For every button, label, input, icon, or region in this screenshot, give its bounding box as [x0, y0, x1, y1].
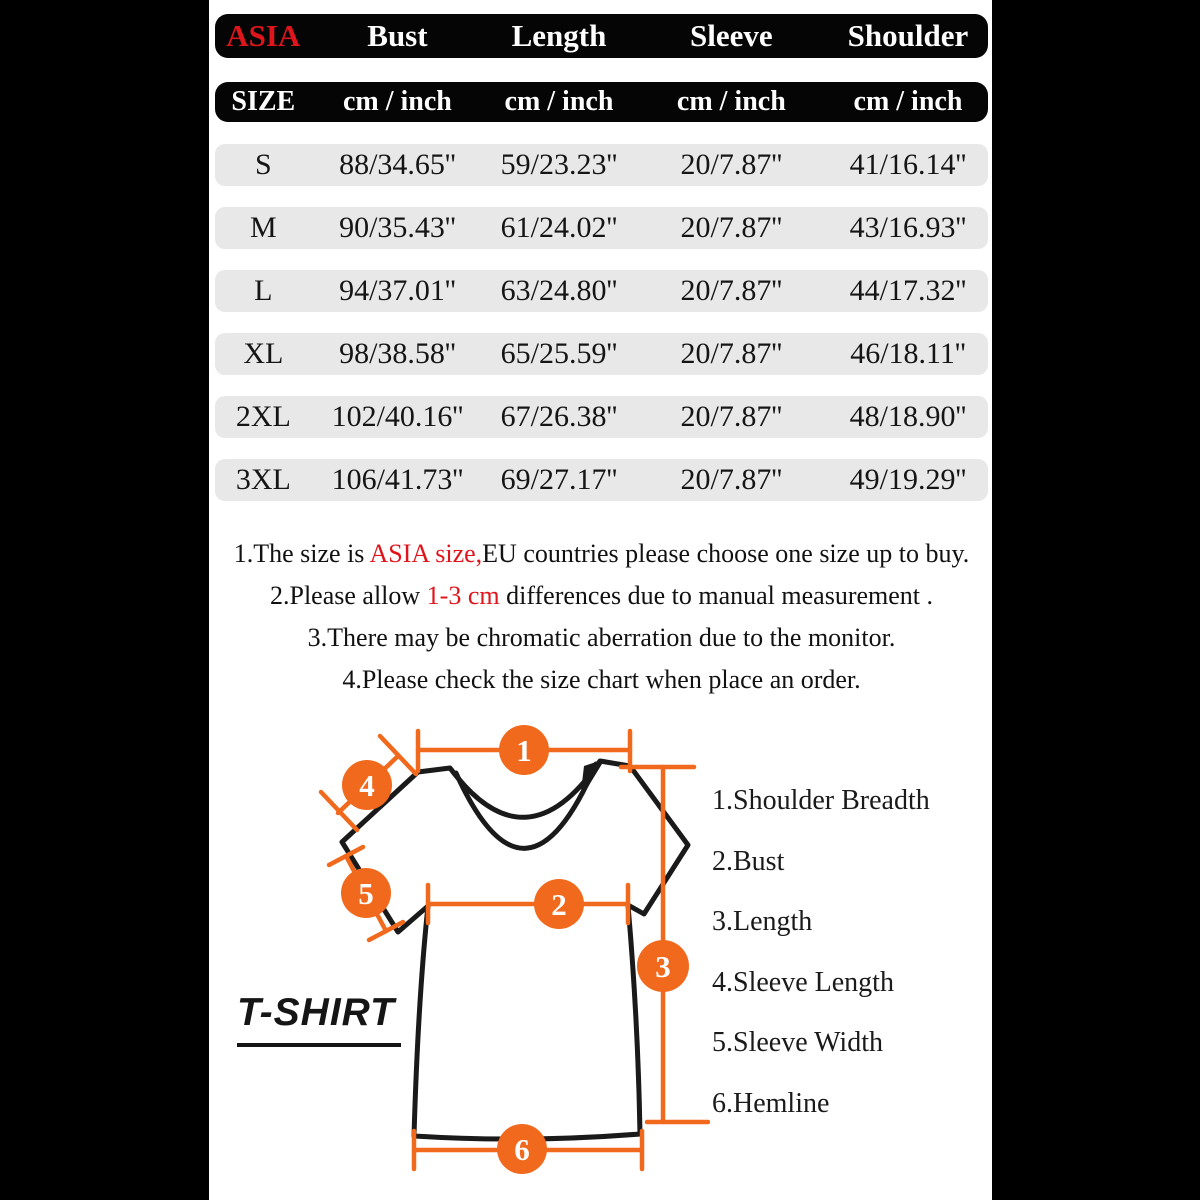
size-value: XL — [243, 337, 284, 370]
size-value: S — [254, 148, 272, 181]
table-subheader-bar — [215, 82, 988, 122]
length-value: 69/27.17'' — [500, 463, 618, 496]
bust-value: 90/35.43'' — [339, 211, 456, 244]
product-type-label: T-SHIRT — [237, 991, 401, 1047]
table-header-bar — [215, 14, 988, 58]
shoulder-value: 49/19.29'' — [849, 463, 967, 496]
length-value: 65/25.59'' — [500, 337, 618, 370]
region-label: ASIA — [226, 18, 301, 53]
length-value: 61/24.02'' — [500, 211, 618, 244]
sleeve-value: 20/7.87'' — [680, 400, 783, 433]
size-value: 2XL — [235, 400, 291, 433]
shoulder-value: 41/16.14'' — [849, 148, 967, 181]
table-row — [215, 207, 988, 249]
shoulder-value: 44/17.32'' — [849, 274, 967, 307]
length-value: 59/23.23'' — [500, 148, 618, 181]
bust-value: 94/37.01'' — [339, 274, 456, 307]
note-text: 3.There may be chromatic aberration due to the monitor. — [307, 623, 896, 652]
note-text: 4.Please check the size chart when place an order. — [342, 665, 861, 694]
unit-label: cm / inch — [853, 86, 963, 117]
shoulder-value: 48/18.90'' — [849, 400, 967, 433]
legend-item-bust: 2.Bust — [712, 845, 785, 877]
column-header-bust: Bust — [367, 18, 428, 53]
legend-item-shoulder-breadth: 1.Shoulder Breadth — [712, 785, 930, 816]
shoulder-value: 46/18.11'' — [850, 337, 966, 370]
table-row — [215, 144, 988, 186]
shoulder-value: 43/16.93'' — [849, 211, 967, 244]
marker-number-6: 6 — [514, 1132, 530, 1167]
length-value: 63/24.80'' — [500, 274, 618, 307]
legend-item-sleeve-length: 4.Sleeve Length — [712, 966, 894, 998]
table-row — [215, 396, 988, 438]
size-column-label: SIZE — [231, 86, 296, 117]
marker-number-3: 3 — [655, 949, 671, 984]
tshirt-outline-icon — [342, 759, 688, 1139]
size-value: 3XL — [235, 463, 291, 496]
measurement-legend — [712, 786, 930, 1149]
right-black-border — [992, 0, 1200, 1200]
column-header-length: Length — [511, 18, 607, 53]
legend-item-hemline: 6.Hemline — [712, 1087, 830, 1119]
bust-value: 88/34.65'' — [339, 148, 456, 181]
size-value: M — [249, 211, 277, 244]
sleeve-value: 20/7.87'' — [680, 274, 783, 307]
tshirt-measurement-diagram — [230, 700, 710, 1200]
sleeve-value: 20/7.87'' — [680, 211, 783, 244]
note-line-4 — [210, 659, 993, 701]
note-line-2 — [210, 575, 993, 617]
legend-item-sleeve-width: 5.Sleeve Width — [712, 1027, 883, 1058]
length-value: 67/26.38'' — [500, 400, 618, 433]
bust-value: 98/38.58'' — [339, 337, 456, 370]
unit-label: cm / inch — [676, 86, 786, 117]
size-value: L — [254, 274, 273, 307]
marker-number-2: 2 — [551, 887, 567, 922]
notes-section — [210, 533, 993, 701]
unit-label: cm / inch — [504, 86, 614, 117]
table-row — [215, 459, 988, 501]
note-text: 1.The size is — [233, 539, 370, 568]
marker-number-5: 5 — [358, 876, 374, 911]
marker-number-4: 4 — [359, 768, 375, 803]
bust-value: 102/40.16'' — [331, 400, 464, 433]
legend-item-length: 3.Length — [712, 906, 813, 937]
column-header-shoulder: Shoulder — [847, 18, 969, 53]
note-highlight: ASIA size, — [369, 539, 483, 568]
note-text: EU countries please choose one size up to buy. — [482, 539, 970, 568]
left-black-border — [0, 0, 209, 1200]
unit-label: cm / inch — [342, 86, 452, 117]
marker-number-1: 1 — [516, 733, 532, 768]
bust-value: 106/41.73'' — [331, 463, 464, 496]
note-line-3 — [210, 617, 993, 659]
table-row — [215, 333, 988, 375]
note-text: differences due to manual measurement . — [499, 581, 933, 610]
sleeve-value: 20/7.87'' — [680, 337, 783, 370]
note-text: 2.Please allow — [269, 581, 427, 610]
table-row — [215, 270, 988, 312]
note-line-1 — [210, 533, 993, 575]
note-highlight: 1-3 cm — [426, 581, 500, 610]
column-header-sleeve: Sleeve — [690, 18, 773, 53]
sleeve-value: 20/7.87'' — [680, 148, 783, 181]
sleeve-value: 20/7.87'' — [680, 463, 783, 496]
